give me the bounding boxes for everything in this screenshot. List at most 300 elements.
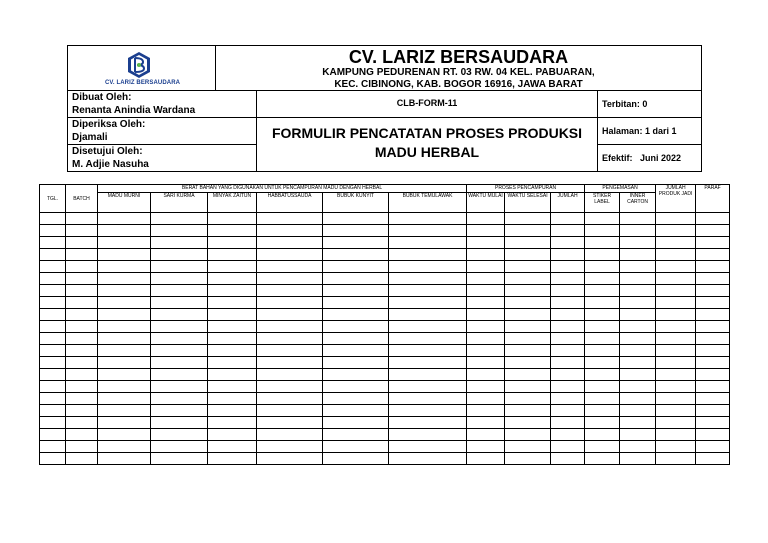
entry-cell[interactable] <box>389 441 467 453</box>
entry-cell[interactable] <box>696 345 730 357</box>
entry-cell[interactable] <box>257 393 323 405</box>
entry-cell[interactable] <box>505 285 551 297</box>
entry-cell[interactable] <box>551 273 585 285</box>
entry-cell[interactable] <box>151 321 208 333</box>
entry-cell[interactable] <box>656 321 696 333</box>
entry-cell[interactable] <box>66 429 98 441</box>
entry-cell[interactable] <box>257 321 323 333</box>
entry-cell[interactable] <box>40 357 66 369</box>
entry-cell[interactable] <box>151 309 208 321</box>
entry-cell[interactable] <box>257 213 323 225</box>
entry-cell[interactable] <box>585 453 620 465</box>
entry-cell[interactable] <box>620 237 656 249</box>
entry-cell[interactable] <box>585 213 620 225</box>
entry-cell[interactable] <box>40 369 66 381</box>
entry-cell[interactable] <box>389 225 467 237</box>
entry-cell[interactable] <box>98 441 151 453</box>
entry-cell[interactable] <box>66 249 98 261</box>
entry-cell[interactable] <box>66 297 98 309</box>
entry-cell[interactable] <box>620 273 656 285</box>
entry-cell[interactable] <box>505 333 551 345</box>
entry-cell[interactable] <box>696 405 730 417</box>
entry-cell[interactable] <box>208 213 257 225</box>
entry-cell[interactable] <box>151 429 208 441</box>
entry-cell[interactable] <box>40 285 66 297</box>
entry-cell[interactable] <box>40 453 66 465</box>
entry-cell[interactable] <box>620 345 656 357</box>
entry-cell[interactable] <box>551 417 585 429</box>
entry-cell[interactable] <box>389 393 467 405</box>
entry-cell[interactable] <box>467 393 505 405</box>
entry-cell[interactable] <box>505 453 551 465</box>
entry-cell[interactable] <box>389 429 467 441</box>
entry-cell[interactable] <box>585 309 620 321</box>
entry-cell[interactable] <box>208 285 257 297</box>
entry-cell[interactable] <box>40 309 66 321</box>
entry-cell[interactable] <box>551 393 585 405</box>
entry-cell[interactable] <box>551 333 585 345</box>
entry-cell[interactable] <box>208 237 257 249</box>
entry-cell[interactable] <box>208 405 257 417</box>
entry-cell[interactable] <box>98 333 151 345</box>
entry-cell[interactable] <box>656 213 696 225</box>
entry-cell[interactable] <box>323 225 389 237</box>
entry-cell[interactable] <box>98 237 151 249</box>
entry-cell[interactable] <box>208 297 257 309</box>
entry-cell[interactable] <box>467 285 505 297</box>
entry-cell[interactable] <box>66 225 98 237</box>
entry-cell[interactable] <box>505 309 551 321</box>
entry-cell[interactable] <box>151 273 208 285</box>
entry-cell[interactable] <box>656 393 696 405</box>
entry-cell[interactable] <box>505 213 551 225</box>
entry-cell[interactable] <box>208 273 257 285</box>
entry-cell[interactable] <box>505 381 551 393</box>
entry-cell[interactable] <box>257 405 323 417</box>
entry-cell[interactable] <box>467 297 505 309</box>
entry-cell[interactable] <box>389 261 467 273</box>
entry-cell[interactable] <box>620 381 656 393</box>
entry-cell[interactable] <box>208 345 257 357</box>
entry-cell[interactable] <box>551 345 585 357</box>
entry-cell[interactable] <box>323 453 389 465</box>
entry-cell[interactable] <box>66 441 98 453</box>
entry-cell[interactable] <box>98 393 151 405</box>
entry-cell[interactable] <box>257 345 323 357</box>
entry-cell[interactable] <box>40 321 66 333</box>
entry-cell[interactable] <box>585 237 620 249</box>
entry-cell[interactable] <box>208 429 257 441</box>
entry-cell[interactable] <box>40 261 66 273</box>
entry-cell[interactable] <box>257 225 323 237</box>
entry-cell[interactable] <box>585 345 620 357</box>
entry-cell[interactable] <box>696 357 730 369</box>
entry-cell[interactable] <box>98 309 151 321</box>
entry-cell[interactable] <box>208 381 257 393</box>
entry-cell[interactable] <box>389 285 467 297</box>
entry-cell[interactable] <box>467 249 505 261</box>
entry-cell[interactable] <box>66 285 98 297</box>
entry-cell[interactable] <box>98 285 151 297</box>
entry-cell[interactable] <box>505 225 551 237</box>
entry-cell[interactable] <box>585 285 620 297</box>
entry-cell[interactable] <box>98 249 151 261</box>
entry-cell[interactable] <box>467 321 505 333</box>
entry-cell[interactable] <box>40 333 66 345</box>
entry-cell[interactable] <box>151 225 208 237</box>
entry-cell[interactable] <box>66 381 98 393</box>
entry-cell[interactable] <box>505 249 551 261</box>
entry-cell[interactable] <box>696 285 730 297</box>
entry-cell[interactable] <box>656 381 696 393</box>
entry-cell[interactable] <box>656 297 696 309</box>
entry-cell[interactable] <box>257 417 323 429</box>
entry-cell[interactable] <box>323 405 389 417</box>
entry-cell[interactable] <box>66 321 98 333</box>
entry-cell[interactable] <box>467 441 505 453</box>
entry-cell[interactable] <box>40 249 66 261</box>
entry-cell[interactable] <box>208 369 257 381</box>
entry-cell[interactable] <box>656 273 696 285</box>
entry-cell[interactable] <box>505 321 551 333</box>
entry-cell[interactable] <box>620 369 656 381</box>
entry-cell[interactable] <box>585 441 620 453</box>
entry-cell[interactable] <box>696 417 730 429</box>
entry-cell[interactable] <box>208 417 257 429</box>
entry-cell[interactable] <box>151 369 208 381</box>
entry-cell[interactable] <box>620 261 656 273</box>
entry-cell[interactable] <box>467 273 505 285</box>
entry-cell[interactable] <box>585 249 620 261</box>
entry-cell[interactable] <box>620 309 656 321</box>
entry-cell[interactable] <box>66 405 98 417</box>
entry-cell[interactable] <box>208 441 257 453</box>
entry-cell[interactable] <box>98 429 151 441</box>
entry-cell[interactable] <box>257 441 323 453</box>
entry-cell[interactable] <box>323 309 389 321</box>
entry-cell[interactable] <box>40 405 66 417</box>
entry-cell[interactable] <box>620 453 656 465</box>
entry-cell[interactable] <box>208 261 257 273</box>
entry-cell[interactable] <box>98 261 151 273</box>
entry-cell[interactable] <box>323 369 389 381</box>
entry-cell[interactable] <box>551 237 585 249</box>
entry-cell[interactable] <box>66 309 98 321</box>
entry-cell[interactable] <box>151 381 208 393</box>
entry-cell[interactable] <box>98 321 151 333</box>
entry-cell[interactable] <box>40 417 66 429</box>
entry-cell[interactable] <box>620 405 656 417</box>
entry-cell[interactable] <box>66 333 98 345</box>
entry-cell[interactable] <box>323 441 389 453</box>
entry-cell[interactable] <box>151 237 208 249</box>
entry-cell[interactable] <box>257 429 323 441</box>
entry-cell[interactable] <box>467 405 505 417</box>
entry-cell[interactable] <box>323 381 389 393</box>
entry-cell[interactable] <box>551 321 585 333</box>
entry-cell[interactable] <box>389 381 467 393</box>
entry-cell[interactable] <box>620 393 656 405</box>
entry-cell[interactable] <box>551 249 585 261</box>
entry-cell[interactable] <box>208 453 257 465</box>
entry-cell[interactable] <box>656 237 696 249</box>
entry-cell[interactable] <box>551 309 585 321</box>
entry-cell[interactable] <box>696 225 730 237</box>
entry-cell[interactable] <box>505 405 551 417</box>
entry-cell[interactable] <box>389 273 467 285</box>
entry-cell[interactable] <box>696 369 730 381</box>
entry-cell[interactable] <box>151 249 208 261</box>
entry-cell[interactable] <box>389 345 467 357</box>
entry-cell[interactable] <box>551 261 585 273</box>
entry-cell[interactable] <box>98 369 151 381</box>
entry-cell[interactable] <box>551 429 585 441</box>
entry-cell[interactable] <box>257 381 323 393</box>
entry-cell[interactable] <box>389 309 467 321</box>
entry-cell[interactable] <box>696 237 730 249</box>
entry-cell[interactable] <box>656 333 696 345</box>
entry-cell[interactable] <box>505 369 551 381</box>
entry-cell[interactable] <box>323 357 389 369</box>
entry-cell[interactable] <box>151 393 208 405</box>
entry-cell[interactable] <box>551 369 585 381</box>
entry-cell[interactable] <box>323 249 389 261</box>
entry-cell[interactable] <box>656 225 696 237</box>
entry-cell[interactable] <box>323 417 389 429</box>
entry-cell[interactable] <box>585 333 620 345</box>
entry-cell[interactable] <box>323 285 389 297</box>
entry-cell[interactable] <box>551 357 585 369</box>
entry-cell[interactable] <box>151 285 208 297</box>
entry-cell[interactable] <box>323 261 389 273</box>
entry-cell[interactable] <box>389 405 467 417</box>
entry-cell[interactable] <box>151 261 208 273</box>
entry-cell[interactable] <box>151 405 208 417</box>
entry-cell[interactable] <box>505 357 551 369</box>
entry-cell[interactable] <box>40 273 66 285</box>
entry-cell[interactable] <box>98 405 151 417</box>
entry-cell[interactable] <box>656 285 696 297</box>
entry-cell[interactable] <box>98 225 151 237</box>
entry-cell[interactable] <box>151 333 208 345</box>
entry-cell[interactable] <box>656 357 696 369</box>
entry-cell[interactable] <box>467 261 505 273</box>
entry-cell[interactable] <box>66 213 98 225</box>
entry-cell[interactable] <box>696 441 730 453</box>
entry-cell[interactable] <box>323 345 389 357</box>
entry-cell[interactable] <box>696 393 730 405</box>
entry-cell[interactable] <box>467 369 505 381</box>
entry-cell[interactable] <box>389 417 467 429</box>
entry-cell[interactable] <box>257 309 323 321</box>
entry-cell[interactable] <box>696 249 730 261</box>
entry-cell[interactable] <box>656 441 696 453</box>
entry-cell[interactable] <box>656 429 696 441</box>
entry-cell[interactable] <box>257 357 323 369</box>
entry-cell[interactable] <box>467 213 505 225</box>
entry-cell[interactable] <box>151 213 208 225</box>
entry-cell[interactable] <box>551 213 585 225</box>
entry-cell[interactable] <box>66 393 98 405</box>
entry-cell[interactable] <box>551 225 585 237</box>
entry-cell[interactable] <box>620 429 656 441</box>
entry-cell[interactable] <box>551 381 585 393</box>
entry-cell[interactable] <box>656 417 696 429</box>
entry-cell[interactable] <box>505 429 551 441</box>
entry-cell[interactable] <box>620 225 656 237</box>
entry-cell[interactable] <box>208 333 257 345</box>
entry-cell[interactable] <box>389 369 467 381</box>
entry-cell[interactable] <box>208 321 257 333</box>
entry-cell[interactable] <box>620 441 656 453</box>
entry-cell[interactable] <box>505 297 551 309</box>
entry-cell[interactable] <box>505 345 551 357</box>
entry-cell[interactable] <box>696 321 730 333</box>
entry-cell[interactable] <box>389 237 467 249</box>
entry-cell[interactable] <box>323 333 389 345</box>
entry-cell[interactable] <box>656 309 696 321</box>
entry-cell[interactable] <box>257 249 323 261</box>
entry-cell[interactable] <box>389 249 467 261</box>
entry-cell[interactable] <box>656 345 696 357</box>
entry-cell[interactable] <box>620 213 656 225</box>
entry-cell[interactable] <box>40 297 66 309</box>
entry-cell[interactable] <box>467 309 505 321</box>
entry-cell[interactable] <box>40 429 66 441</box>
entry-cell[interactable] <box>98 357 151 369</box>
entry-cell[interactable] <box>389 297 467 309</box>
entry-cell[interactable] <box>323 429 389 441</box>
entry-cell[interactable] <box>467 429 505 441</box>
entry-cell[interactable] <box>323 237 389 249</box>
entry-cell[interactable] <box>467 417 505 429</box>
entry-cell[interactable] <box>656 369 696 381</box>
entry-cell[interactable] <box>585 297 620 309</box>
entry-cell[interactable] <box>98 381 151 393</box>
entry-cell[interactable] <box>585 393 620 405</box>
entry-cell[interactable] <box>323 213 389 225</box>
entry-cell[interactable] <box>208 249 257 261</box>
entry-cell[interactable] <box>656 261 696 273</box>
entry-cell[interactable] <box>585 405 620 417</box>
entry-cell[interactable] <box>40 441 66 453</box>
entry-cell[interactable] <box>620 417 656 429</box>
entry-cell[interactable] <box>696 381 730 393</box>
entry-cell[interactable] <box>696 333 730 345</box>
entry-cell[interactable] <box>257 369 323 381</box>
entry-cell[interactable] <box>696 429 730 441</box>
entry-cell[interactable] <box>551 441 585 453</box>
entry-cell[interactable] <box>66 369 98 381</box>
entry-cell[interactable] <box>585 261 620 273</box>
entry-cell[interactable] <box>151 441 208 453</box>
entry-cell[interactable] <box>551 453 585 465</box>
entry-cell[interactable] <box>467 381 505 393</box>
entry-cell[interactable] <box>620 357 656 369</box>
entry-cell[interactable] <box>66 261 98 273</box>
entry-cell[interactable] <box>585 417 620 429</box>
entry-cell[interactable] <box>98 273 151 285</box>
entry-cell[interactable] <box>551 285 585 297</box>
entry-cell[interactable] <box>98 453 151 465</box>
entry-cell[interactable] <box>98 417 151 429</box>
entry-cell[interactable] <box>467 357 505 369</box>
entry-cell[interactable] <box>467 333 505 345</box>
entry-cell[interactable] <box>656 453 696 465</box>
entry-cell[interactable] <box>585 369 620 381</box>
entry-cell[interactable] <box>585 273 620 285</box>
entry-cell[interactable] <box>257 297 323 309</box>
entry-cell[interactable] <box>40 213 66 225</box>
entry-cell[interactable] <box>505 393 551 405</box>
entry-cell[interactable] <box>208 309 257 321</box>
entry-cell[interactable] <box>620 321 656 333</box>
entry-cell[interactable] <box>389 213 467 225</box>
entry-cell[interactable] <box>257 453 323 465</box>
entry-cell[interactable] <box>66 273 98 285</box>
entry-cell[interactable] <box>585 381 620 393</box>
entry-cell[interactable] <box>551 405 585 417</box>
entry-cell[interactable] <box>696 213 730 225</box>
entry-cell[interactable] <box>40 345 66 357</box>
entry-cell[interactable] <box>40 393 66 405</box>
entry-cell[interactable] <box>66 453 98 465</box>
entry-cell[interactable] <box>389 333 467 345</box>
entry-cell[interactable] <box>98 345 151 357</box>
entry-cell[interactable] <box>208 393 257 405</box>
entry-cell[interactable] <box>151 417 208 429</box>
entry-cell[interactable] <box>40 237 66 249</box>
entry-cell[interactable] <box>389 321 467 333</box>
entry-cell[interactable] <box>257 285 323 297</box>
entry-cell[interactable] <box>551 297 585 309</box>
entry-cell[interactable] <box>208 357 257 369</box>
entry-cell[interactable] <box>208 225 257 237</box>
entry-cell[interactable] <box>505 417 551 429</box>
entry-cell[interactable] <box>98 213 151 225</box>
entry-cell[interactable] <box>40 381 66 393</box>
entry-cell[interactable] <box>323 321 389 333</box>
entry-cell[interactable] <box>66 357 98 369</box>
entry-cell[interactable] <box>505 261 551 273</box>
entry-cell[interactable] <box>66 237 98 249</box>
entry-cell[interactable] <box>257 261 323 273</box>
entry-cell[interactable] <box>467 345 505 357</box>
entry-cell[interactable] <box>66 345 98 357</box>
entry-cell[interactable] <box>467 237 505 249</box>
entry-cell[interactable] <box>40 225 66 237</box>
entry-cell[interactable] <box>585 429 620 441</box>
entry-cell[interactable] <box>656 405 696 417</box>
entry-cell[interactable] <box>98 297 151 309</box>
entry-cell[interactable] <box>257 237 323 249</box>
entry-cell[interactable] <box>696 273 730 285</box>
entry-cell[interactable] <box>151 357 208 369</box>
entry-cell[interactable] <box>505 273 551 285</box>
entry-cell[interactable] <box>696 261 730 273</box>
entry-cell[interactable] <box>505 441 551 453</box>
entry-cell[interactable] <box>467 453 505 465</box>
entry-cell[interactable] <box>585 321 620 333</box>
entry-cell[interactable] <box>696 297 730 309</box>
entry-cell[interactable] <box>696 453 730 465</box>
entry-cell[interactable] <box>467 225 505 237</box>
entry-cell[interactable] <box>620 333 656 345</box>
entry-cell[interactable] <box>620 297 656 309</box>
entry-cell[interactable] <box>151 297 208 309</box>
entry-cell[interactable] <box>151 345 208 357</box>
entry-cell[interactable] <box>257 333 323 345</box>
